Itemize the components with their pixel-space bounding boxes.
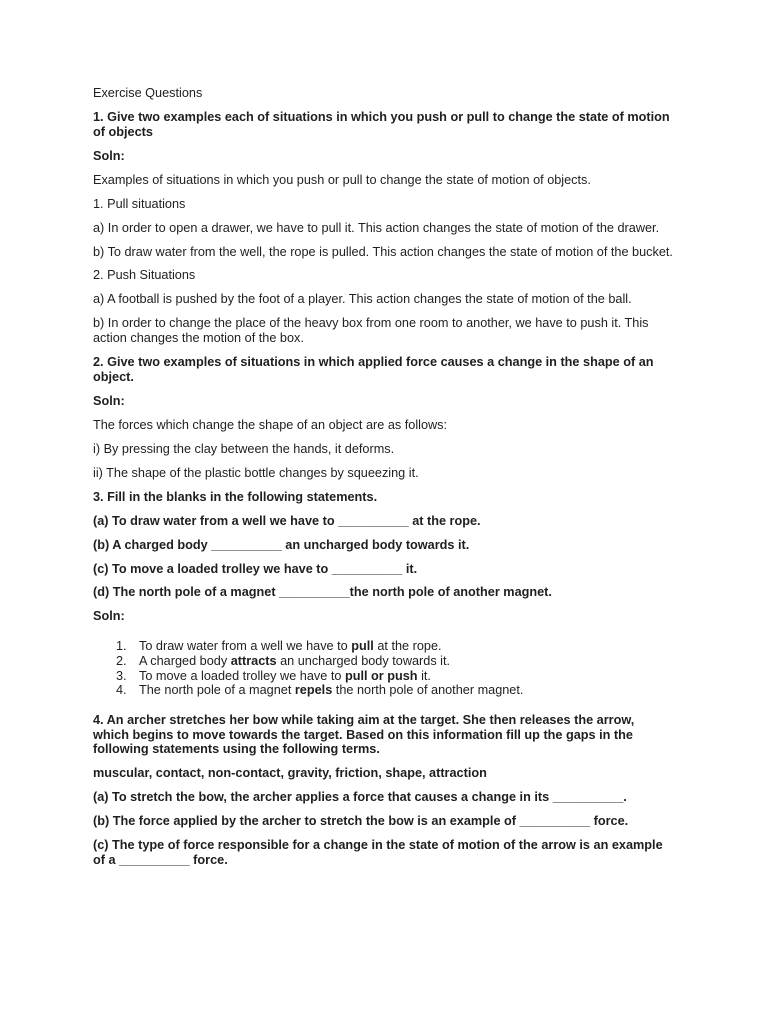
answer-text: an uncharged body towards it. xyxy=(276,653,451,668)
list-item xyxy=(93,639,673,654)
answer-text: at the rope. xyxy=(373,639,442,654)
question-3: 3. Fill in the blanks in the following statements. xyxy=(93,489,378,504)
shape-example-ii: ii) The shape of the plastic bottle changes by squeezing it. xyxy=(93,465,419,480)
answer-text: it. xyxy=(417,668,431,683)
list-item-number: 1. xyxy=(116,639,127,654)
question-2: 2. Give two examples of situations in which applied force causes a change in the shape of an object. xyxy=(93,355,654,384)
blank-statement-d: (d) The north pole of a magnet __________the north pole of another magnet. xyxy=(93,585,552,600)
answer-keyword: pull or push xyxy=(344,668,418,683)
answer-list xyxy=(93,639,673,698)
list-item-number: 4. xyxy=(116,683,127,698)
term-list: muscular, contact, non-contact, gravity, friction, shape, attraction xyxy=(93,766,487,781)
blank-statement-b: (b) A charged body __________ an uncharged body towards it. xyxy=(93,537,470,552)
blank-statement-a: (a) To draw water from a well we have to __________ at the rope. xyxy=(93,513,481,528)
pull-situations-heading: 1. Pull situations xyxy=(93,196,186,211)
question-1-soln-label: Soln: xyxy=(93,148,125,163)
answer-keyword: pull xyxy=(351,639,374,654)
gap-statement-b: (b) The force applied by the archer to stretch the bow is an example of __________ force. xyxy=(93,814,629,829)
blank-statement-c: (c) To move a loaded trolley we have to __________ it. xyxy=(93,561,418,576)
push-example-b: b) In order to change the place of the heavy box from one room to another, we have to push it. This action changes the motion of the box. xyxy=(93,316,649,346)
answer-text: To draw water from a well we have to xyxy=(139,639,352,654)
answer-text: To move a loaded trolley we have to xyxy=(139,668,345,683)
list-item xyxy=(93,683,673,698)
question-3-soln-label: Soln: xyxy=(93,609,125,624)
question-2-intro: The forces which change the shape of an object are as follows: xyxy=(93,417,448,432)
pull-example-b: b) To draw water from the well, the rope is pulled. This action changes the state of motion of the bucket. xyxy=(93,244,673,259)
list-item-number: 2. xyxy=(116,653,127,668)
list-item xyxy=(93,654,673,669)
question-1: 1. Give two examples each of situations in which you push or pull to change the state of motion of objects xyxy=(93,109,670,139)
answer-keyword: attracts xyxy=(230,653,277,668)
pull-example-a: a) In order to open a drawer, we have to pull it. This action changes the state of motion of the drawer. xyxy=(93,220,660,235)
list-item-number: 3. xyxy=(116,668,127,683)
gap-statement-a: (a) To stretch the bow, the archer applies a force that causes a change in its __________. xyxy=(93,790,627,805)
page-title: Exercise Questions xyxy=(93,86,203,100)
push-example-a: a) A football is pushed by the foot of a player. This action changes the state of motion of the ball. xyxy=(93,292,632,307)
document-body xyxy=(93,86,673,877)
question-4: 4. An archer stretches her bow while taking aim at the target. She then releases the arrow, which begins to move towards the target. Based on this information fill up the gaps in the following statements using the following terms. xyxy=(93,713,635,757)
answer-text: The north pole of a magnet xyxy=(139,683,295,698)
question-1-intro: Examples of situations in which you push or pull to change the state of motion of objects. xyxy=(93,172,591,187)
answer-keyword: repels xyxy=(294,683,333,698)
answer-text: A charged body xyxy=(139,653,231,668)
question-2-soln-label: Soln: xyxy=(93,393,125,408)
shape-example-i: i) By pressing the clay between the hands, it deforms. xyxy=(93,441,395,456)
answer-text: the north pole of another magnet. xyxy=(332,683,524,698)
gap-statement-c: (c) The type of force responsible for a change in the state of motion of the arrow is an example of a __________ force. xyxy=(93,838,663,867)
push-situations-heading: 2. Push Situations xyxy=(93,268,196,283)
list-item xyxy=(93,669,673,684)
